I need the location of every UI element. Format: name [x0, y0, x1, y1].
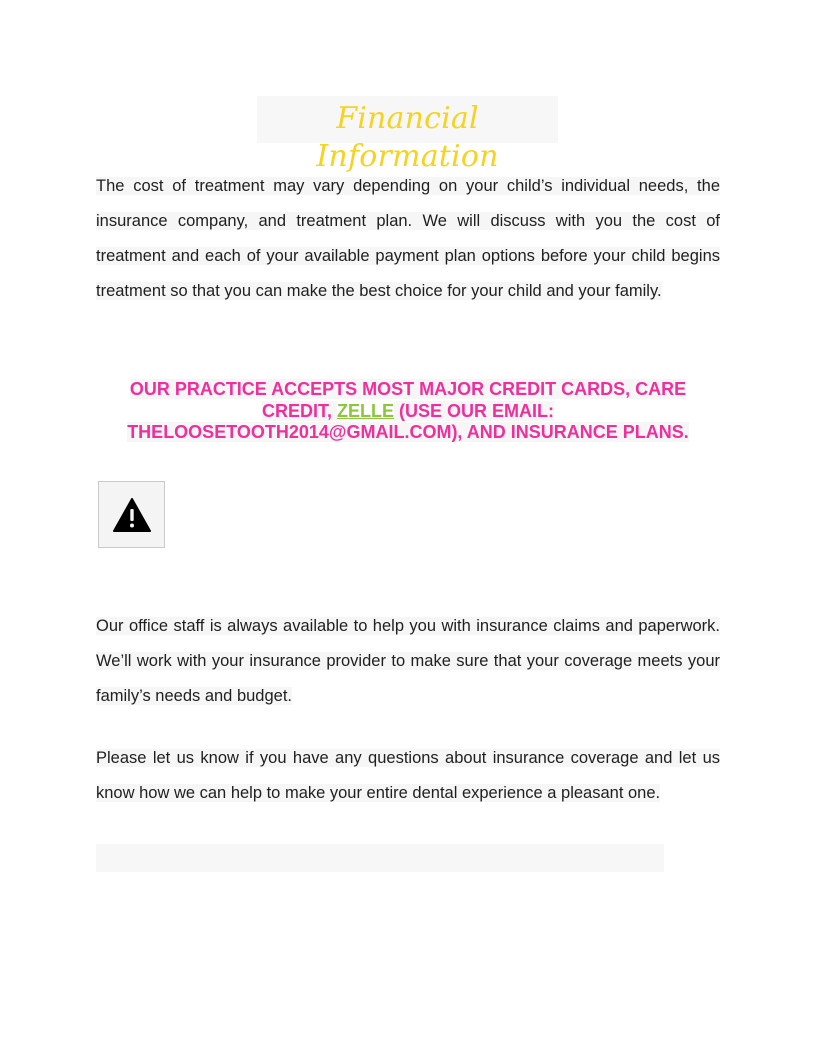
cost-paragraph-text: The cost of treatment may vary depending on your child’s individual needs, the insurance company, and treatment plan. We will discuss with you the cost of treatment and each of your available payment plan options before your child begins treatment so that you can make the best choice for your child and your family. — [96, 177, 720, 300]
insurance-paragraph — [96, 609, 720, 714]
payment-notice — [100, 379, 716, 444]
cost-paragraph — [96, 169, 720, 309]
zelle-link[interactable]: ZELLE — [337, 400, 394, 421]
warning-icon — [113, 498, 151, 532]
page-title: Financial Information — [316, 101, 499, 174]
insurance-paragraph-text: Our office staff is always available to help you with insurance claims and paperwork. We’ll work with your insurance provider to make sure that your coverage meets your family’s needs and budget. — [96, 617, 720, 705]
payment-notice-text-after: (USE OUR EMAIL: THELOOSETOOTH2014@GMAIL.COM), AND INSURANCE PLANS. — [127, 400, 689, 442]
payment-notice-text-before: OUR PRACTICE ACCEPTS MOST MAJOR CREDIT CARDS, CARE CREDIT, — [129, 379, 687, 421]
empty-block — [96, 844, 664, 872]
questions-paragraph-text: Please let us know if you have any questions about insurance coverage and let us know how we can help to make your entire dental experience a pleasant one. — [96, 749, 720, 802]
broken-image-placeholder — [98, 481, 165, 548]
title-container — [257, 96, 558, 174]
questions-paragraph — [96, 741, 720, 811]
